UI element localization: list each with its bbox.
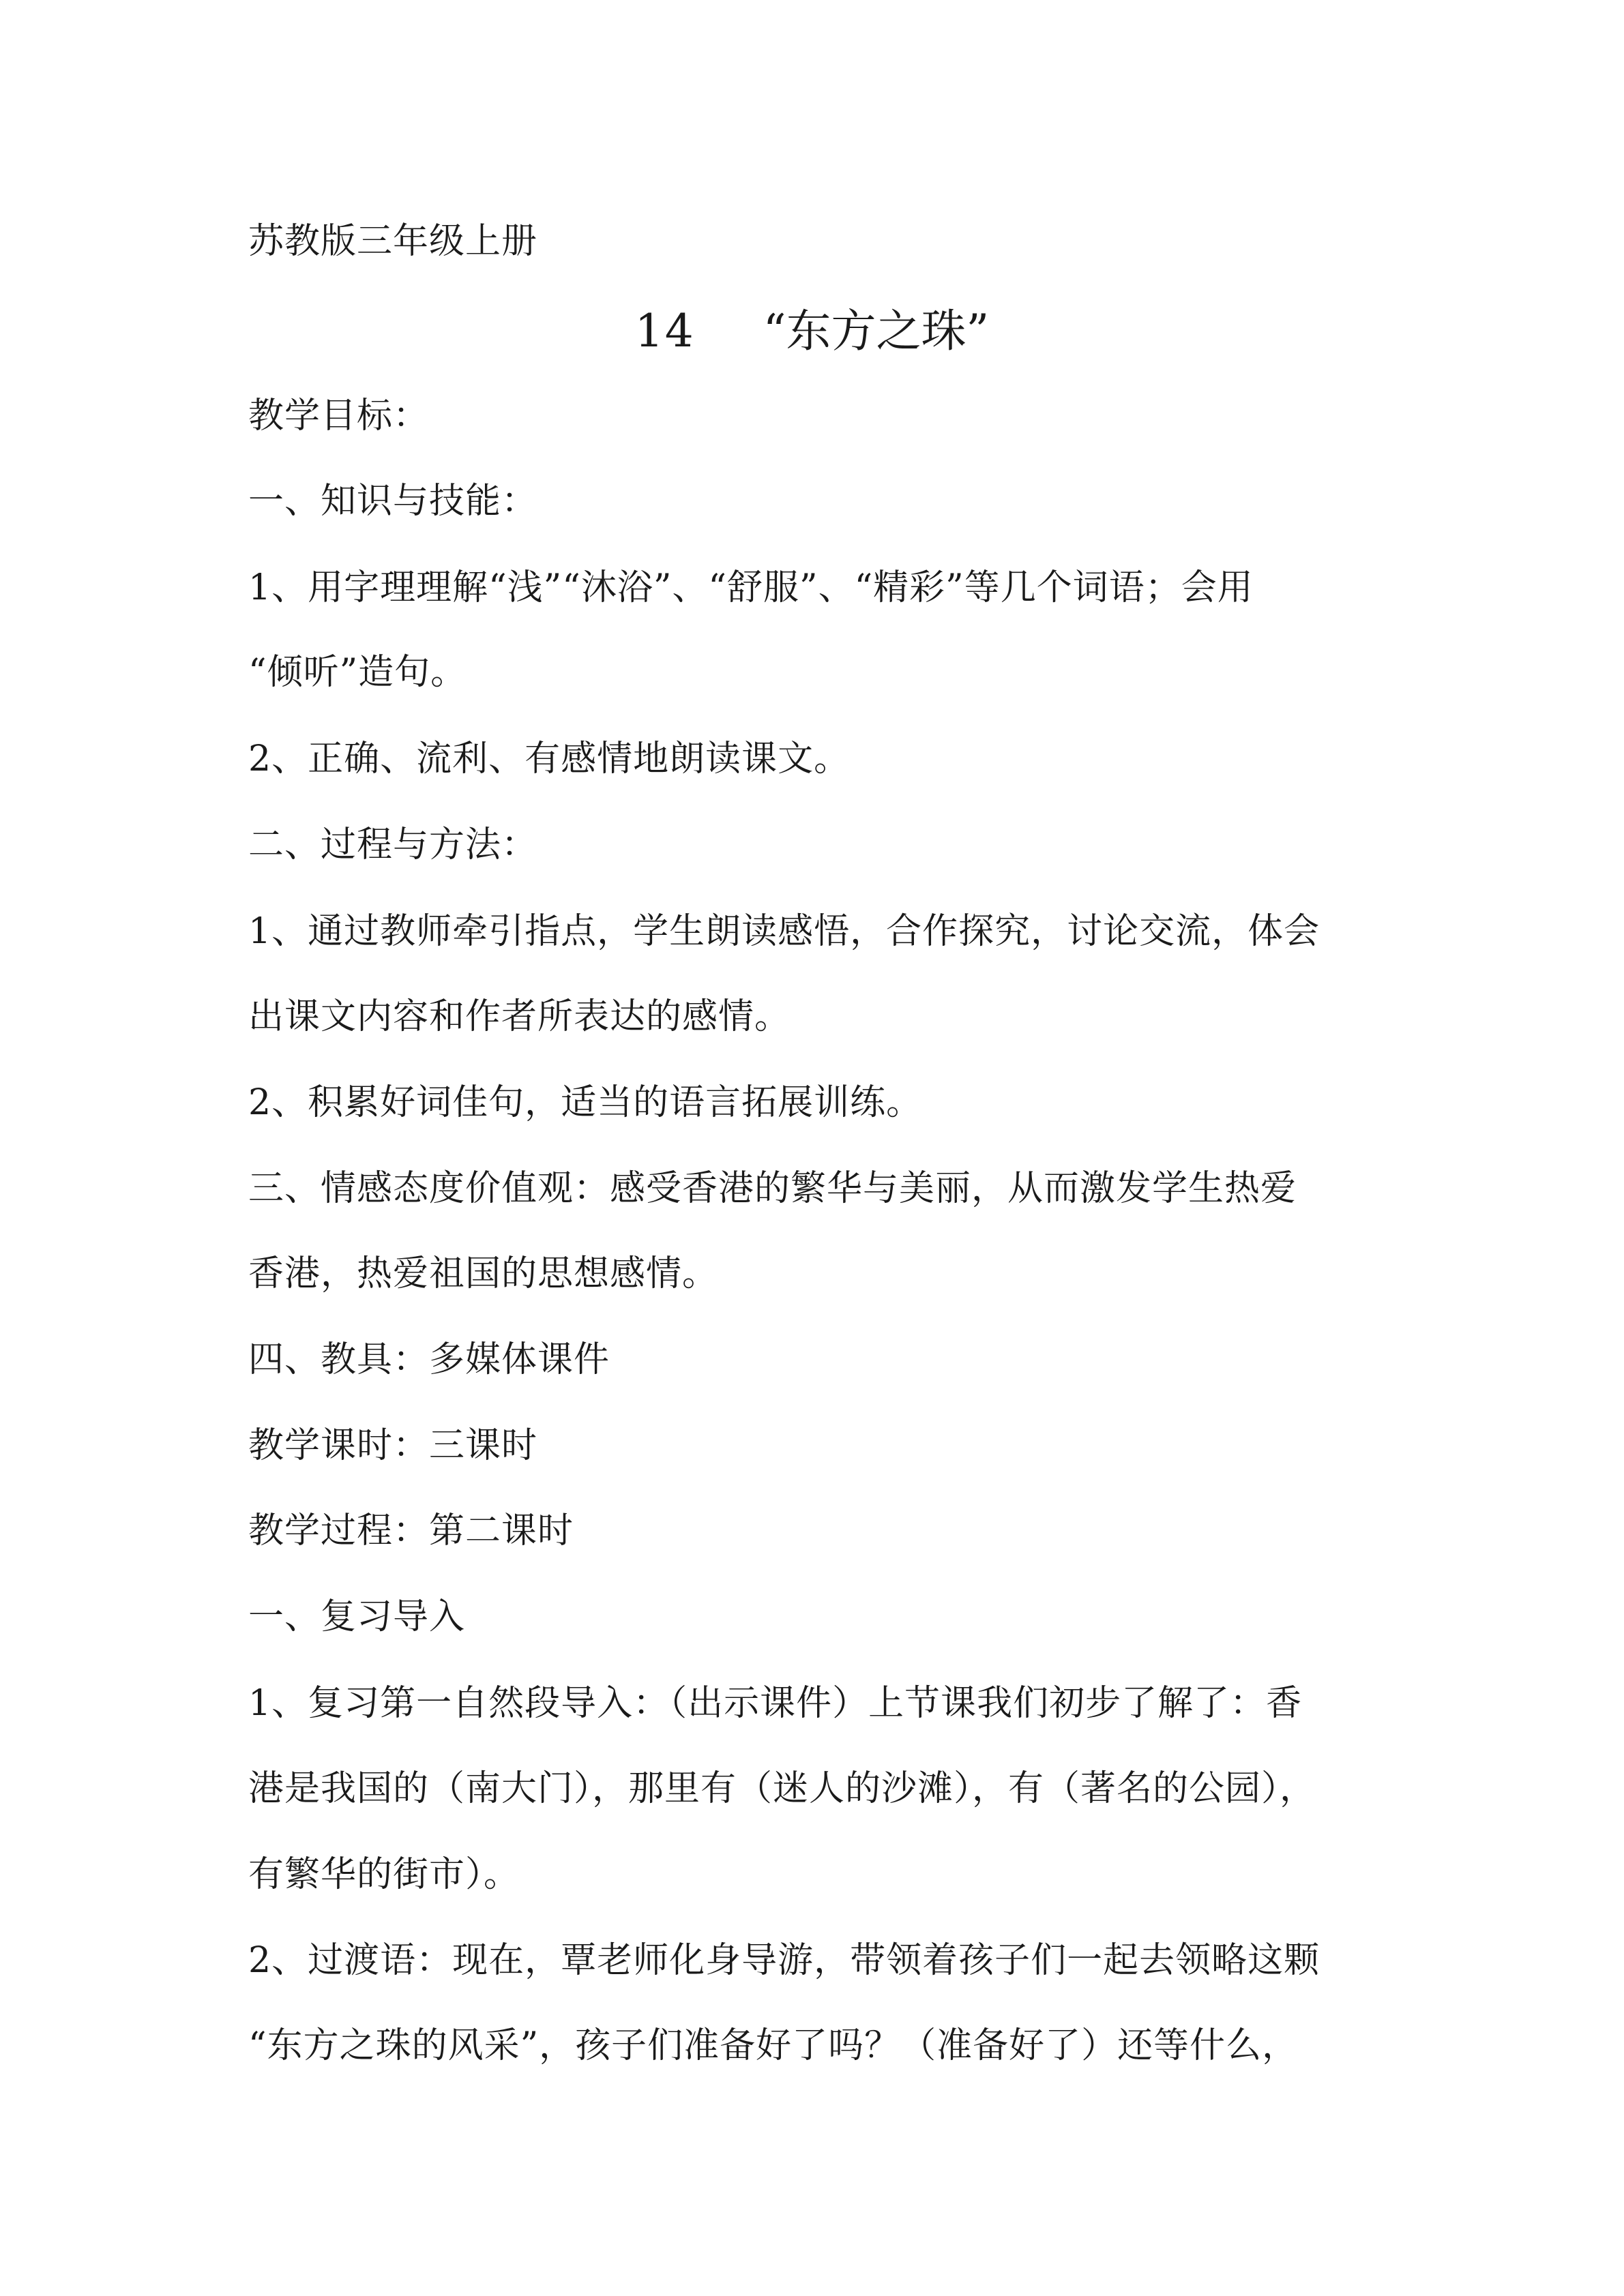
body-line: “东方之珠的风采”，孩子们准备好了吗？（准备好了）还等什么，	[248, 2025, 1299, 2066]
body-line: 港是我国的（南大门），那里有（迷人的沙滩），有（著名的公园），	[248, 1768, 1316, 1809]
body-line: 1、复习第一自然段导入：（出示课件）上节课我们初步了解了：香	[248, 1683, 1303, 1724]
lesson-number: 14	[634, 305, 695, 357]
body-line: 1、通过教师牵引指点，学生朗读感悟，合作探究，讨论交流，体会	[248, 911, 1320, 952]
body-line: 出课文内容和作者所表达的感情。	[248, 996, 791, 1037]
body-line: 四、教具：多媒体课件	[248, 1339, 610, 1380]
body-line: 2、正确、流利、有感情地朗读课文。	[248, 739, 851, 779]
body-line: 1、用字理理解“浅”“沐浴”、“舒服”、“精彩”等几个词语；会用	[248, 567, 1254, 608]
body-line: 2、积累好词佳句，适当的语言拓展训练。	[248, 1082, 923, 1123]
lesson-title	[0, 304, 1624, 359]
body-line: 有繁华的街市）。	[248, 1854, 520, 1895]
body-line: 二、过程与方法：	[248, 824, 538, 865]
body-line: 一、复习导入	[248, 1596, 466, 1637]
body-line: 三、情感态度价值观：感受香港的繁华与美丽，从而激发学生热爱	[248, 1168, 1297, 1209]
body-line: 2、过渡语：现在，覃老师化身导游，带领着孩子们一起去领略这颗	[248, 1940, 1320, 1981]
textbook-label: 苏教版三年级上册	[248, 221, 538, 262]
body-line: 教学过程：第二课时	[248, 1510, 574, 1551]
body-line: 一、知识与技能：	[248, 481, 538, 522]
body-line: 教学课时：三课时	[248, 1425, 538, 1466]
body-line: 教学目标：	[248, 396, 430, 436]
body-line: “倾听”造句。	[248, 652, 467, 693]
lesson-title-text: “东方之珠”	[763, 305, 990, 357]
body-line: 香港，热爱祖国的思想感情。	[248, 1253, 719, 1294]
